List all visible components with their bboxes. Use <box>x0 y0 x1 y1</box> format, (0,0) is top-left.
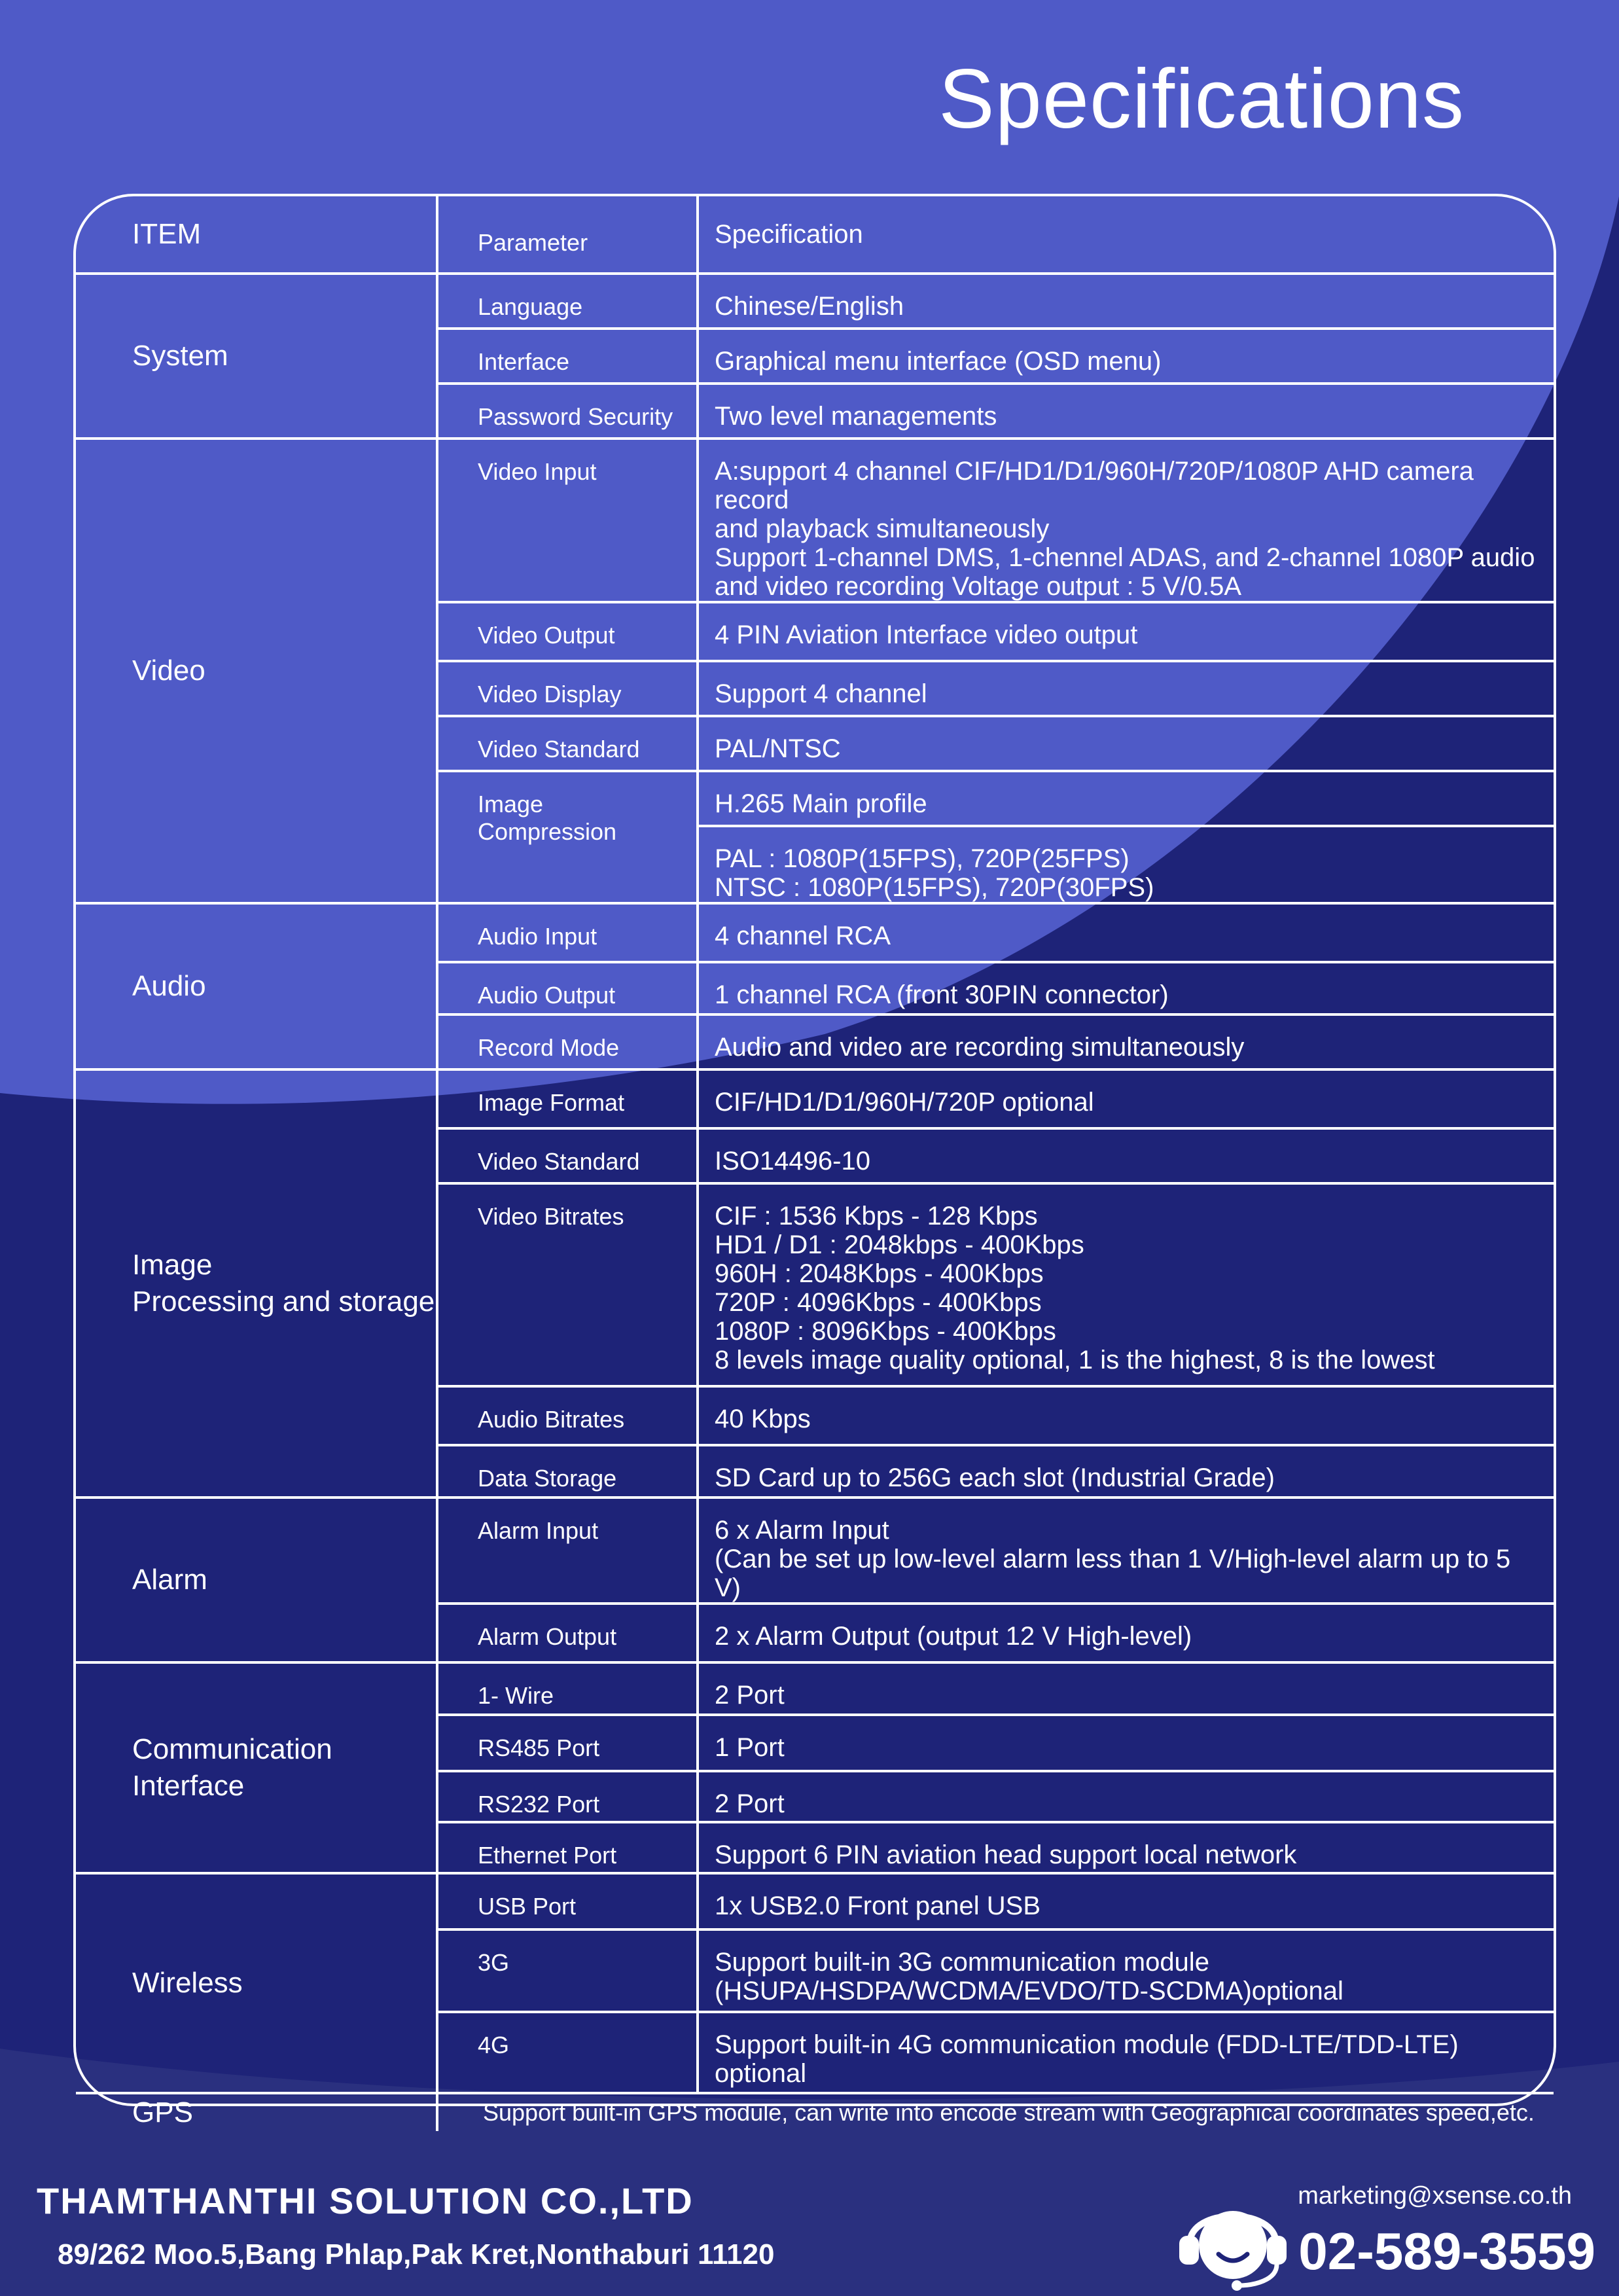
item-communication-line1: Communication <box>132 1733 332 1765</box>
item-system: System <box>76 274 437 439</box>
table-row <box>76 439 1554 602</box>
param-cell: Audio Bitrates <box>437 1386 698 1445</box>
table-row <box>76 903 1554 962</box>
table-row <box>76 1069 1554 1128</box>
item-alarm: Alarm <box>76 1498 437 1662</box>
table-row <box>76 2093 1554 2131</box>
table-row <box>76 1498 1554 1604</box>
spec-cell: ISO14496-10 <box>698 1128 1554 1183</box>
param-cell: Interface <box>437 329 698 384</box>
table-row <box>76 1662 1554 1715</box>
param-cell: Video Output <box>437 602 698 661</box>
spec-cell: PAL : 1080P(15FPS), 720P(25FPS) NTSC : 1080P(15FPS), 720P(30FPS) <box>698 826 1554 903</box>
specifications-table <box>73 194 1556 2128</box>
param-cell: 1- Wire <box>437 1662 698 1715</box>
page-title: Specifications <box>938 52 1465 146</box>
spec-cell: Support built-in 3G communication module (HSUPA/HSDPA/WCDMA/EVDO/TD-SCDMA)optional <box>698 1929 1554 2012</box>
param-cell: Ethernet Port <box>437 1822 698 1873</box>
spec-cell: Graphical menu interface (OSD menu) <box>698 329 1554 384</box>
param-cell: RS485 Port <box>437 1715 698 1771</box>
spec-cell: 1 channel RCA (front 30PIN connector) <box>698 962 1554 1014</box>
spec-cell: Audio and video are recording simultaneously <box>698 1014 1554 1069</box>
param-cell: Video Standard <box>437 716 698 771</box>
table-header-row <box>76 196 1554 274</box>
contact-email[interactable]: marketing@xsense.co.th <box>1298 2182 1572 2210</box>
spec-cell: Support 4 channel <box>698 661 1554 716</box>
item-image-processing <box>76 1069 437 1498</box>
param-cell: Image Format <box>437 1069 698 1128</box>
header-specification: Specification <box>698 196 1554 274</box>
param-cell: Password Security <box>437 384 698 439</box>
param-cell: Image Compression <box>437 771 698 903</box>
param-cell: Video Bitrates <box>437 1183 698 1386</box>
item-image-line1: Image <box>132 1249 213 1281</box>
spec-cell: Chinese/English <box>698 274 1554 329</box>
table-row <box>76 274 1554 329</box>
item-communication-line2: Interface <box>132 1770 245 1802</box>
table-row <box>76 1873 1554 1929</box>
param-cell: Record Mode <box>437 1014 698 1069</box>
company-address: 89/262 Moo.5,Bang Phlap,Pak Kret,Nonthaburi 11120 <box>58 2238 775 2270</box>
param-cell: Audio Output <box>437 962 698 1014</box>
param-cell: USB Port <box>437 1873 698 1929</box>
param-cell: Alarm Output <box>437 1604 698 1662</box>
spec-cell: A:support 4 channel CIF/HD1/D1/960H/720P/1080P AHD camera record and playback simultaneously Support 1-channel DMS, 1-chennel ADAS, and 2-channel 1080P audio and video recording Voltage output : 5 V/0.5A <box>698 439 1554 602</box>
item-communication-interface <box>76 1662 437 1873</box>
param-cell: Language <box>437 274 698 329</box>
spec-cell: 1 Port <box>698 1715 1554 1771</box>
spec-cell: 2 Port <box>698 1662 1554 1715</box>
spec-cell: 4 channel RCA <box>698 903 1554 962</box>
spec-cell: 4 PIN Aviation Interface video output <box>698 602 1554 661</box>
contact-phone[interactable]: 02-589-3559 <box>1298 2222 1595 2280</box>
param-cell: Video Display <box>437 661 698 716</box>
header-parameter: Parameter <box>437 196 698 274</box>
spec-cell: PAL/NTSC <box>698 716 1554 771</box>
spec-cell: CIF : 1536 Kbps - 128 Kbps HD1 / D1 : 2048kbps - 400Kbps 960H : 2048Kbps - 400Kbps 720P : 4096Kbps - 400Kbps 1080P : 8096Kbps - 400Kbps 8 levels image quality optional, 1 is the highest, 8 is the lowest <box>698 1183 1554 1386</box>
param-cell: 3G <box>437 1929 698 2012</box>
param-cell: Audio Input <box>437 903 698 962</box>
spec-cell: 6 x Alarm Input (Can be set up low-level alarm less than 1 V/High-level alarm up to 5 V) <box>698 1498 1554 1604</box>
spec-cell-gps: Support built-in GPS module, can write into encode stream with Geographical coordinates speed,etc. <box>437 2093 1554 2131</box>
spec-cell: Support built-in 4G communication module (FDD-LTE/TDD-LTE) optional <box>698 2012 1554 2093</box>
param-cell: Alarm Input <box>437 1498 698 1604</box>
item-image-line2: Processing and storage <box>132 1285 435 1318</box>
item-audio: Audio <box>76 903 437 1069</box>
item-video: Video <box>76 439 437 903</box>
spec-cell: SD Card up to 256G each slot (Industrial Grade) <box>698 1445 1554 1498</box>
spec-cell: 1x USB2.0 Front panel USB <box>698 1873 1554 1929</box>
spec-cell: Support 6 PIN aviation head support local network <box>698 1822 1554 1873</box>
spec-cell: 2 x Alarm Output (output 12 V High-level) <box>698 1604 1554 1662</box>
headset-support-icon <box>1175 2187 1290 2292</box>
param-cell: 4G <box>437 2012 698 2093</box>
param-cell: RS232 Port <box>437 1771 698 1822</box>
param-cell: Video Input <box>437 439 698 602</box>
spec-cell: 40 Kbps <box>698 1386 1554 1445</box>
header-item: ITEM <box>76 196 437 274</box>
spec-cell: 2 Port <box>698 1771 1554 1822</box>
param-cell: Data Storage <box>437 1445 698 1498</box>
spec-cell: Two level managements <box>698 384 1554 439</box>
item-gps: GPS <box>76 2093 437 2131</box>
company-name: THAMTHANTHI SOLUTION CO.,LTD <box>37 2180 694 2221</box>
param-cell: Video Standard <box>437 1128 698 1183</box>
spec-cell: H.265 Main profile <box>698 771 1554 826</box>
spec-cell: CIF/HD1/D1/960H/720P optional <box>698 1069 1554 1128</box>
item-wireless: Wireless <box>76 1873 437 2093</box>
